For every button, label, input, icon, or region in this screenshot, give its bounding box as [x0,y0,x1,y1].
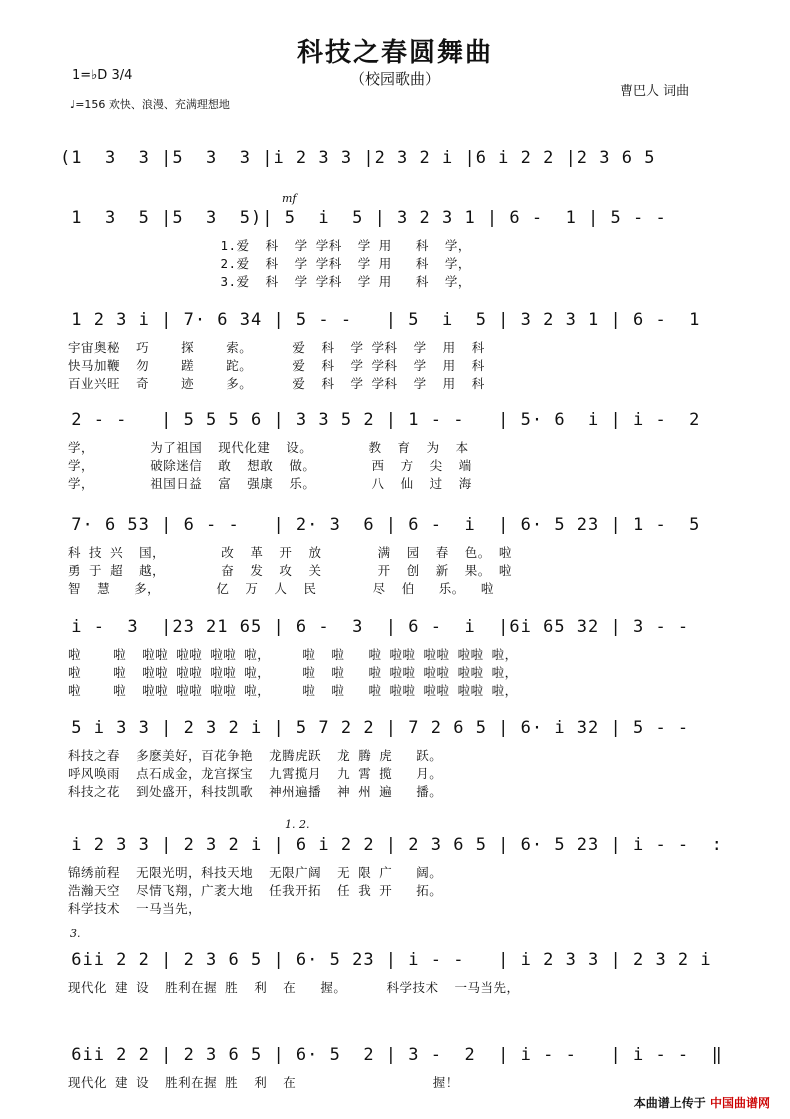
notes-line: (1 3 3 |5 3 3 |i 2 3 3 |2 3 2 i |6 i 2 2 |2 3 6 5 [60,148,656,168]
footer-text: 本曲谱上传于 [633,1096,706,1110]
volta-1: 1. 2. [285,818,310,831]
lyric-line: 学， 破除迷信 敢 想敢 做。 西 方 尖 端 [60,458,472,473]
lyric-line: 快马加鞭 勿 蹉 跎。 爱 科 学 学科 学 用 科 [60,358,485,373]
lyric-line: 现代化 建 设 胜利在握 胜 利 在 握！ [60,1075,459,1090]
notes-line: i - 3 |23 21 65 | 6 - 3 | 6 - i |6i 65 32 | 3 - - [60,617,690,637]
lyric-line: 科技之花 到处盛开，科技凯歌 神州遍播 神 州 遍 播。 [60,784,443,799]
composer: 曹巴人 词曲 [620,84,690,99]
lyric-line: 锦绣前程 无限光明，科技天地 无限广阔 无 限 广 阔。 [60,865,443,880]
lyric-line: 学， 祖国日益 富 强康 乐。 八 仙 过 海 [60,476,472,491]
notes-line: 1 2 3 i | 7· 6 34 | 5 - - | 5 i 5 | 3 2 3 1 | 6 - 1 [60,310,701,330]
notes-line: 1 3 5 |5 3 5)| 5 i 5 | 3 2 3 1 | 6 - 1 | 5 - - [60,208,667,228]
lyric-line: 学， 为了祖国 现代化建 设。 教 育 为 本 [60,440,469,455]
volta-2: 3. [70,927,81,940]
lyric-line: 浩瀚天空 尽情飞翔，广袤大地 任我开拓 任 我 开 拓。 [60,883,443,898]
notes-line: i 2 3 3 | 2 3 2 i | 6 i 2 2 | 2 3 6 5 | 6· 5 23 | i - - : [60,835,723,855]
dynamic-mark: mf [282,192,297,205]
notes-line: 5 i 3 3 | 2 3 2 i | 5 7 2 2 | 7 2 6 5 | 6· i 32 | 5 - - [60,718,690,738]
lyric-line: 科技之春 多麽美好，百花争艳 龙腾虎跃 龙 腾 虎 跃。 [60,748,443,763]
lyric-line: 啦 啦 啦啦 啦啦 啦啦 啦， 啦 啦 啦 啦啦 啦啦 啦啦 啦， [60,665,518,680]
lyric-line: 现代化 建 设 胜利在握 胜 利 在 握。 科学技术 一马当先， [60,980,520,995]
lyric-line: 百业兴旺 奇 迹 多。 爱 科 学 学科 学 用 科 [60,376,485,391]
site-logo: 中国曲谱网 [709,1096,770,1110]
key-signature: 1=♭D 3/4 [72,68,133,83]
page-title: 科技之春圆舞曲 [296,38,493,68]
lyric-line: 科学技术 一马当先， [60,901,202,916]
lyric-line: 科 技 兴 国， 改 革 开 放 满 园 春 色。 啦 [60,545,512,560]
lyric-line: 啦 啦 啦啦 啦啦 啦啦 啦， 啦 啦 啦 啦啦 啦啦 啦啦 啦， [60,683,518,698]
lyric-line: 啦 啦 啦啦 啦啦 啦啦 啦， 啦 啦 啦 啦啦 啦啦 啦啦 啦， [60,647,518,662]
tempo-marking: ♩=156 欢快、浪漫、充满理想地 [70,98,230,111]
notes-line: 6ii 2 2 | 2 3 6 5 | 6· 5 23 | i - - | i 2 3 3 | 2 3 2 i [60,950,712,970]
lyric-line: 1.爱 科 学 学科 学 用 科 学， [60,238,471,253]
lyric-line: 2.爱 科 学 学科 学 用 科 学， [60,256,471,271]
lyric-line: 3.爱 科 学 学科 学 用 科 学， [60,274,471,289]
lyric-line: 宇宙奥秘 巧 探 索。 爱 科 学 学科 学 用 科 [60,340,485,355]
lyric-line: 智 慧 多， 亿 万 人 民 尽 伯 乐。 啦 [60,581,494,596]
lyric-line: 勇 于 超 越， 奋 发 攻 关 开 创 新 果。 啦 [60,563,512,578]
notes-line: 2 - - | 5 5 5 6 | 3 3 5 2 | 1 - - | 5· 6 i | i - 2 [60,410,701,430]
footer [634,1094,770,1111]
notes-line: 7· 6 53 | 6 - - | 2· 3 6 | 6 - i | 6· 5 23 | 1 - 5 [60,515,701,535]
notes-line: 6ii 2 2 | 2 3 6 5 | 6· 5 2 | 3 - 2 | i - - | i - - ‖ [60,1045,723,1065]
lyric-line: 呼风唤雨 点石成金，龙宫探宝 九霄揽月 九 霄 揽 月。 [60,766,443,781]
subtitle: （校园歌曲） [349,70,440,88]
